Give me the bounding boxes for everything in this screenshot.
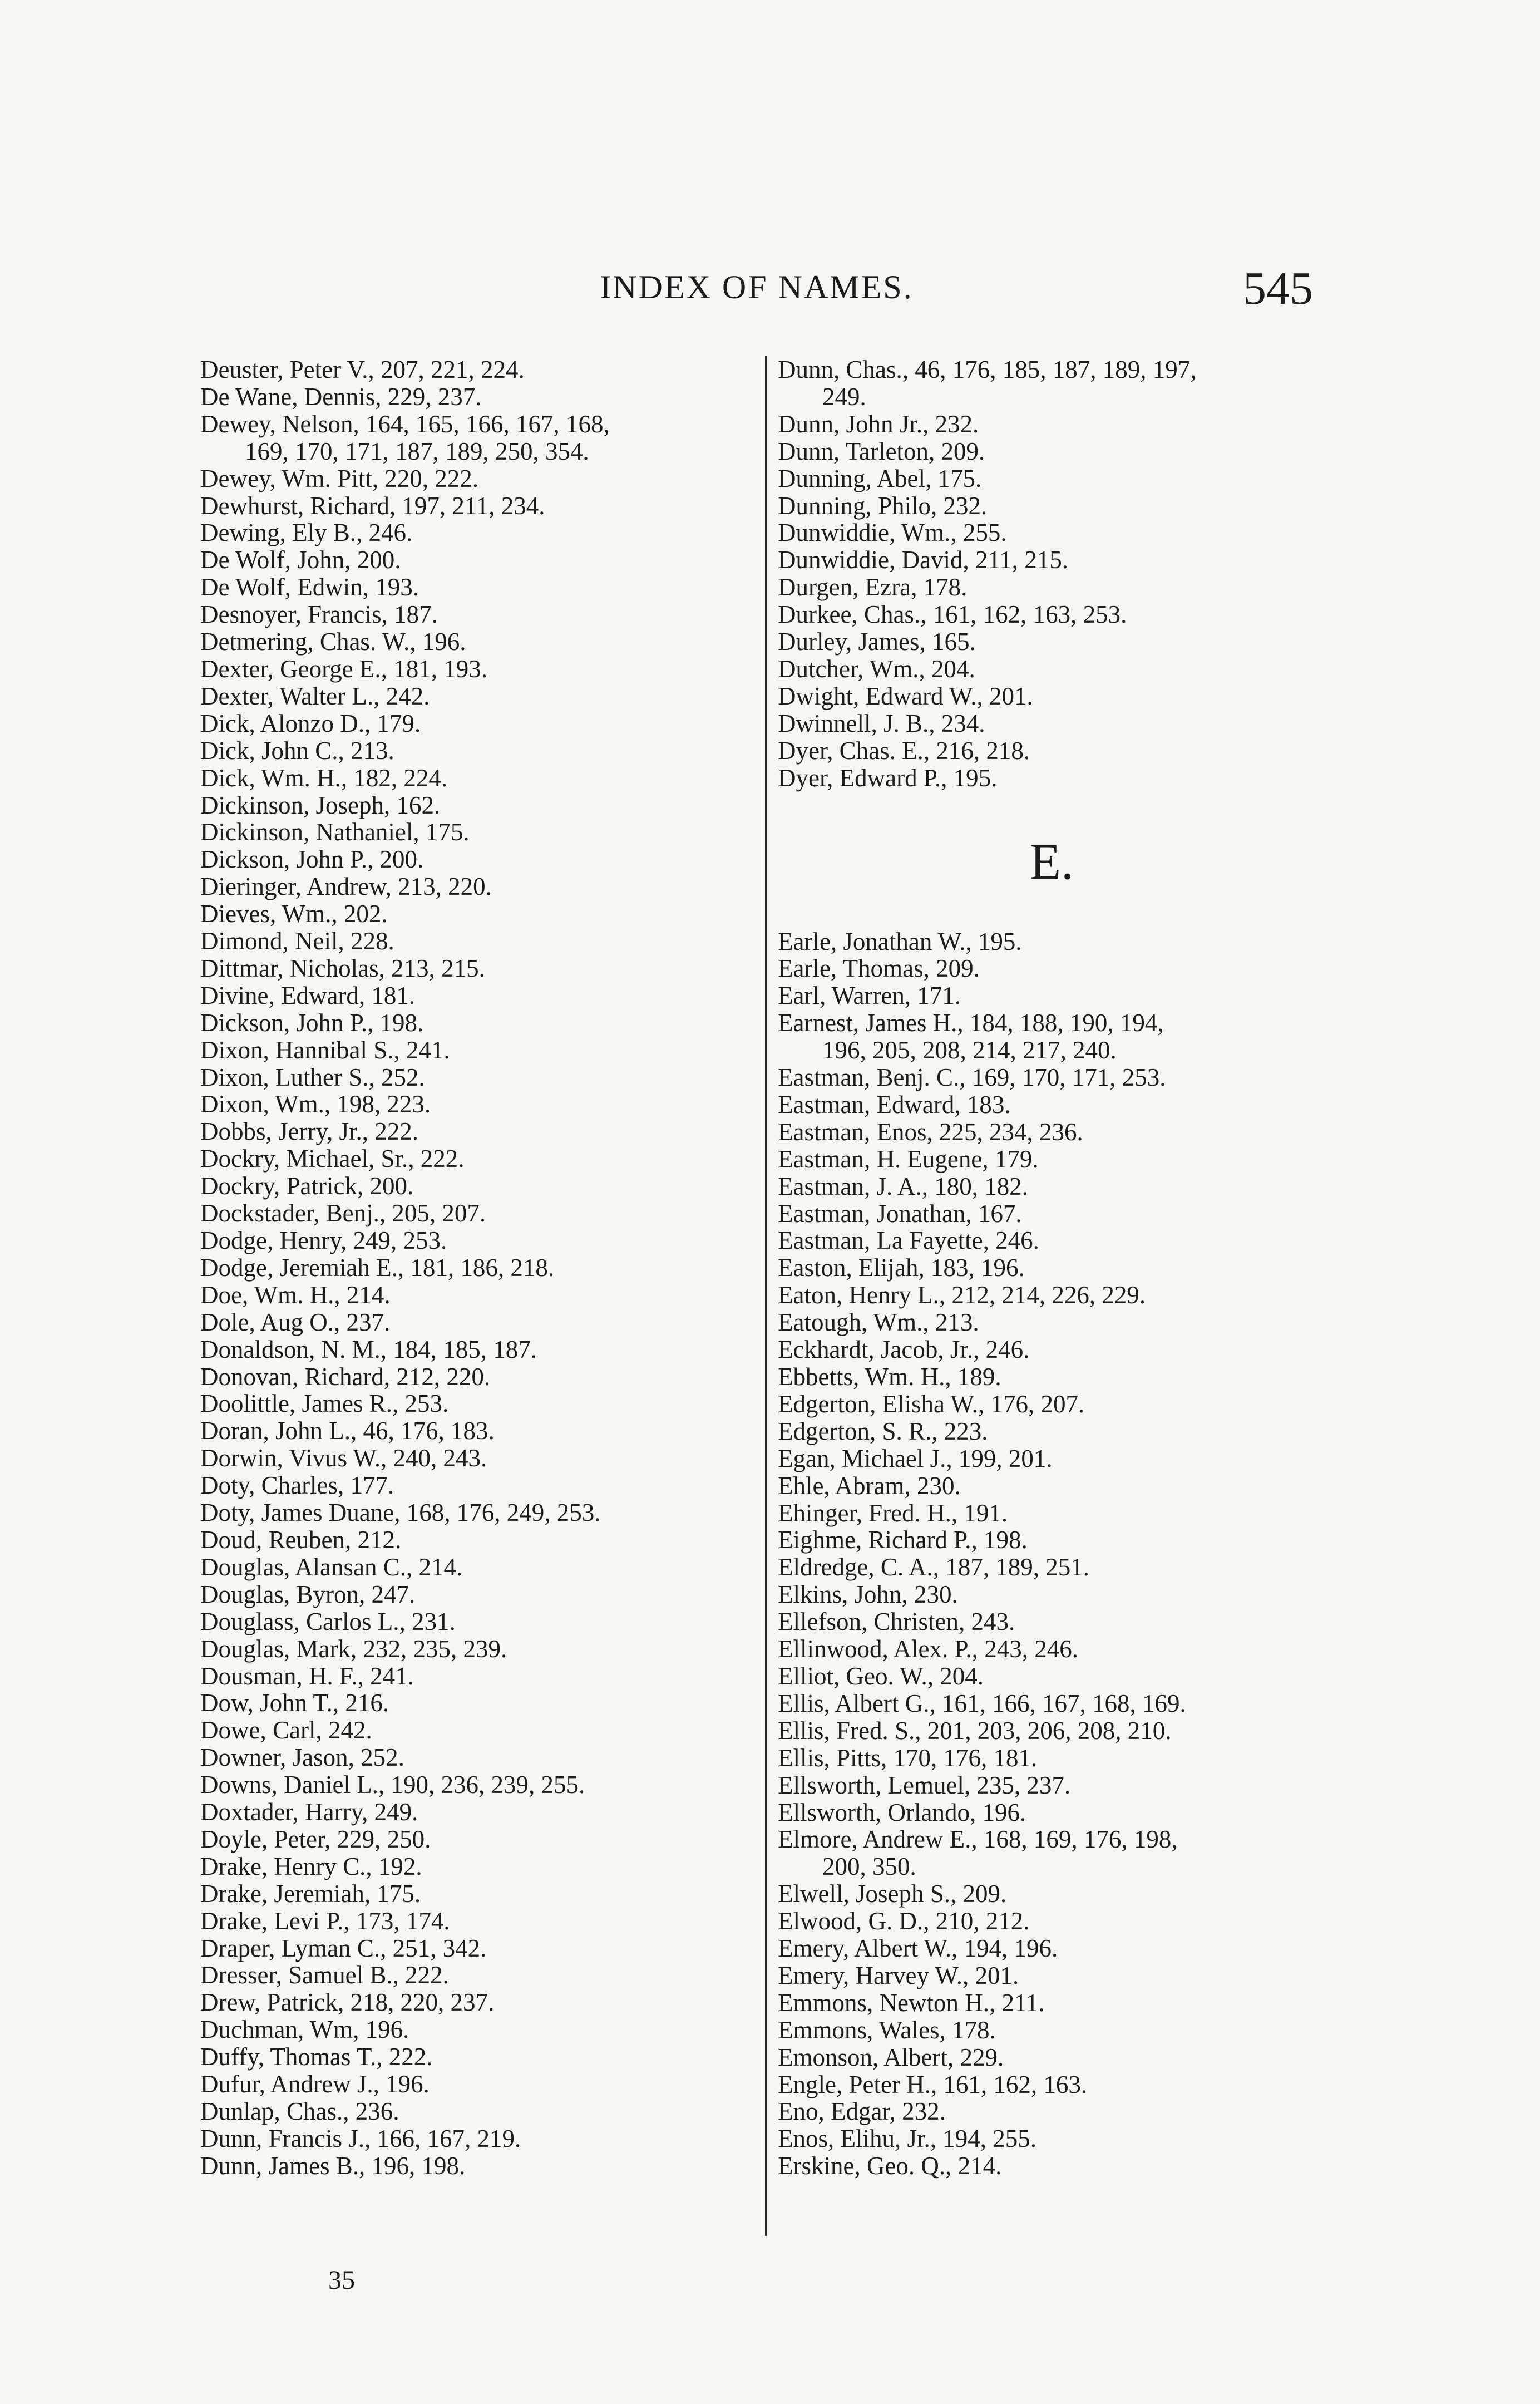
index-entry: Dockstader, Benj., 205, 207. (200, 1199, 486, 1228)
index-entry: Doran, John L., 46, 176, 183. (200, 1417, 495, 1445)
index-entry: Donaldson, N. M., 184, 185, 187. (200, 1335, 537, 1363)
index-entry: Ellis, Fred. S., 201, 203, 206, 208, 210. (778, 1716, 1172, 1745)
index-entry: Doolittle, James R., 253. (200, 1390, 449, 1418)
index-entry: Dockry, Patrick, 200. (200, 1172, 414, 1200)
index-entry: Dwight, Edward W., 201. (778, 682, 1033, 710)
index-entry: Doty, James Duane, 168, 176, 249, 253. (200, 1499, 601, 1527)
index-entry: Dewey, Wm. Pitt, 220, 222. (200, 464, 478, 492)
index-entry: Eno, Edgar, 232. (778, 2097, 946, 2126)
index-entry: Doyle, Peter, 229, 250. (200, 1825, 431, 1853)
index-entry: Doty, Charles, 177. (200, 1471, 394, 1500)
index-entry: Dittmar, Nicholas, 213, 215. (200, 954, 485, 982)
index-entry: Dunn, Chas., 46, 176, 185, 187, 189, 197, (778, 356, 1197, 383)
index-entry: Deuster, Peter V., 207, 221, 224. (200, 356, 525, 383)
index-column-left (200, 356, 751, 2180)
index-entry: Earl, Warren, 171. (778, 982, 961, 1010)
index-entry: Eastman, Enos, 225, 234, 236. (778, 1117, 1083, 1146)
index-entry: Doe, Wm. H., 214. (200, 1280, 391, 1309)
index-entry: Dole, Aug O., 237. (200, 1308, 391, 1336)
index-entry: Dunning, Abel, 175. (778, 464, 982, 492)
index-entry: Dick, John C., 213. (200, 736, 394, 765)
index-entry: Earle, Thomas, 209. (778, 954, 980, 983)
index-section-e (778, 928, 1326, 2180)
index-entry: Desnoyer, Francis, 187. (200, 600, 438, 629)
index-entry: Downer, Jason, 252. (200, 1743, 404, 1772)
index-entry: Dunning, Philo, 232. (778, 491, 988, 520)
index-entry: Durkee, Chas., 161, 162, 163, 253. (778, 600, 1127, 629)
index-entry: Dickinson, Nathaniel, 175. (200, 818, 470, 846)
index-entry: Downs, Daniel L., 190, 236, 239, 255. (200, 1771, 585, 1799)
index-entry: Dockry, Michael, Sr., 222. (200, 1145, 465, 1173)
index-entry: Ellis, Pitts, 170, 176, 181. (778, 1743, 1038, 1772)
index-entry: Emery, Harvey W., 201. (778, 1961, 1019, 1989)
index-entry: Duffy, Thomas T., 222. (200, 2043, 433, 2071)
index-entry: Dodge, Jeremiah E., 181, 186, 218. (200, 1253, 555, 1282)
index-entry: Durley, James, 165. (778, 628, 976, 656)
index-entry-continuation: 249. (822, 382, 866, 411)
index-entry: Doud, Reuben, 212. (200, 1525, 402, 1554)
index-entry: Edgerton, Elisha W., 176, 207. (778, 1390, 1085, 1418)
index-entry: Drake, Jeremiah, 175. (200, 1879, 421, 1908)
index-entry: Eatough, Wm., 213. (778, 1308, 979, 1337)
index-entry: Doxtader, Harry, 249. (200, 1798, 418, 1826)
index-entry: Detmering, Chas. W., 196. (200, 628, 466, 656)
index-entry: Dwinnell, J. B., 234. (778, 709, 985, 737)
index-entry: Dexter, Walter L., 242. (200, 682, 430, 710)
index-entry: Dow, John T., 216. (200, 1689, 389, 1717)
index-entry: Earle, Jonathan W., 195. (778, 927, 1022, 955)
index-entry: Dufur, Andrew J., 196. (200, 2070, 430, 2098)
index-entry: Dickson, John P., 200. (200, 845, 424, 874)
index-entry: Eighme, Richard P., 198. (778, 1526, 1028, 1554)
index-entry: Emmons, Wales, 178. (778, 2016, 996, 2044)
index-entry: Eaton, Henry L., 212, 214, 226, 229. (778, 1281, 1146, 1309)
index-entry: Dunwiddie, Wm., 255. (778, 519, 1007, 547)
index-entry: Douglass, Carlos L., 231. (200, 1607, 456, 1635)
index-entry: Donovan, Richard, 212, 220. (200, 1362, 491, 1391)
index-entry: Eastman, Jonathan, 167. (778, 1199, 1022, 1228)
index-entry: Ehinger, Fred. H., 191. (778, 1499, 1008, 1527)
index-entry: Dutcher, Wm., 204. (778, 654, 975, 683)
index-entry: De Wane, Dennis, 229, 237. (200, 382, 482, 411)
index-entry: Dick, Wm. H., 182, 224. (200, 763, 448, 792)
index-entry: Dunn, Francis J., 166, 167, 219. (200, 2124, 521, 2152)
index-entry: Dickinson, Joseph, 162. (200, 791, 441, 819)
index-entry: Dickson, John P., 198. (200, 1008, 424, 1037)
running-head: INDEX OF NAMES. (600, 269, 914, 306)
index-entry: Eckhardt, Jacob, Jr., 246. (778, 1336, 1030, 1364)
index-entry: Egan, Michael J., 199, 201. (778, 1444, 1053, 1472)
index-entry: Emmons, Newton H., 211. (778, 1988, 1045, 2017)
index-entry: Dewhurst, Richard, 197, 211, 234. (200, 491, 545, 520)
index-entry: Erskine, Geo. Q., 214. (778, 2152, 1002, 2180)
index-entry: Ebbetts, Wm. H., 189. (778, 1363, 1001, 1391)
index-entry: Eastman, Benj. C., 169, 170, 171, 253. (778, 1063, 1166, 1092)
section-heading: E. (1029, 832, 1074, 890)
index-entry: Dyer, Chas. E., 216, 218. (778, 736, 1030, 765)
index-entry: Dieringer, Andrew, 213, 220. (200, 873, 492, 901)
index-entry: Dunn, John Jr., 232. (778, 410, 979, 438)
index-entry: Dyer, Edward P., 195. (778, 763, 998, 792)
index-entry: Dexter, George E., 181, 193. (200, 654, 487, 683)
index-entry: Douglas, Mark, 232, 235, 239. (200, 1634, 507, 1663)
index-entry: Duchman, Wm, 196. (200, 2016, 409, 2044)
index-section-d (778, 356, 1326, 792)
index-entry: Dobbs, Jerry, Jr., 222. (200, 1117, 419, 1146)
index-entry: Ellefson, Christen, 243. (778, 1608, 1015, 1636)
index-entry: Dowe, Carl, 242. (200, 1716, 372, 1745)
index-entry: Emery, Albert W., 194, 196. (778, 1934, 1058, 1963)
index-entry: Elwell, Joseph S., 209. (778, 1880, 1007, 1908)
index-entry: Divine, Edward, 181. (200, 981, 416, 1009)
index-entry: Dunn, James B., 196, 198. (200, 2151, 466, 2180)
index-entry: Draper, Lyman C., 251, 342. (200, 1934, 487, 1962)
index-entry: Ellinwood, Alex. P., 243, 246. (778, 1635, 1079, 1663)
index-entry: Ellsworth, Orlando, 196. (778, 1798, 1026, 1826)
page-header (200, 262, 1313, 323)
index-entry: Eastman, J. A., 180, 182. (778, 1172, 1028, 1200)
index-entry: Douglas, Byron, 247. (200, 1580, 416, 1608)
index-entry: Elliot, Geo. W., 204. (778, 1662, 984, 1690)
index-entry: Drake, Henry C., 192. (200, 1852, 422, 1880)
index-entry: Elwood, G. D., 210, 212. (778, 1907, 1030, 1935)
index-entry: Edgerton, S. R., 223. (778, 1417, 988, 1445)
index-entry: Dodge, Henry, 249, 253. (200, 1226, 447, 1254)
index-entry: Dousman, H. F., 241. (200, 1662, 414, 1690)
signature-mark: 35 (328, 2265, 355, 2295)
index-entry: Dunlap, Chas., 236. (200, 2097, 399, 2125)
index-column-right (765, 356, 1326, 2236)
index-entry: Dewey, Nelson, 164, 165, 166, 167, 168, (200, 410, 610, 438)
index-entry-continuation: 169, 170, 171, 187, 189, 250, 354. (245, 437, 589, 465)
index-entry: Douglas, Alansan C., 214. (200, 1553, 463, 1581)
index-entry: Dimond, Neil, 228. (200, 927, 394, 955)
index-entry: Drew, Patrick, 218, 220, 237. (200, 1988, 495, 2017)
index-entry: De Wolf, John, 200. (200, 546, 401, 574)
index-entry: Earnest, James H., 184, 188, 190, 194, (778, 1009, 1164, 1037)
index-entry: Dixon, Hannibal S., 241. (200, 1036, 450, 1064)
index-entry: Dunn, Tarleton, 209. (778, 437, 985, 465)
page-number: 545 (1243, 263, 1313, 314)
index-entry: Ellsworth, Lemuel, 235, 237. (778, 1771, 1071, 1799)
index-entry: Engle, Peter H., 161, 162, 163. (778, 2070, 1088, 2098)
index-entry-continuation: 200, 350. (822, 1853, 916, 1881)
index-entry: Drake, Levi P., 173, 174. (200, 1907, 450, 1935)
index-entry: Dick, Alonzo D., 179. (200, 709, 421, 737)
index-entry: Ellis, Albert G., 161, 166, 167, 168, 169. (778, 1689, 1186, 1717)
index-entry: De Wolf, Edwin, 193. (200, 573, 419, 602)
index-entry: Eastman, H. Eugene, 179. (778, 1145, 1039, 1173)
index-entry: Enos, Elihu, Jr., 194, 255. (778, 2125, 1037, 2153)
index-entry: Elmore, Andrew E., 168, 169, 176, 198, (778, 1825, 1178, 1854)
index-entry: Dieves, Wm., 202. (200, 900, 388, 928)
index-entry: Durgen, Ezra, 178. (778, 573, 968, 602)
index-entry: Eastman, La Fayette, 246. (778, 1226, 1039, 1255)
index-entry: Dorwin, Vivus W., 240, 243. (200, 1444, 487, 1472)
index-entry-continuation: 196, 205, 208, 214, 217, 240. (822, 1036, 1117, 1065)
index-entry: Dunwiddie, David, 211, 215. (778, 546, 1069, 574)
index-entry: Easton, Elijah, 183, 196. (778, 1254, 1025, 1282)
index-entry: Emonson, Albert, 229. (778, 2043, 1004, 2071)
index-entry: Eldredge, C. A., 187, 189, 251. (778, 1553, 1089, 1582)
index-entry: Dewing, Ely B., 246. (200, 519, 413, 547)
index-entry: Elkins, John, 230. (778, 1580, 958, 1609)
index-entry: Eastman, Edward, 183. (778, 1090, 1011, 1119)
index-entry: Ehle, Abram, 230. (778, 1471, 961, 1500)
index-entry: Dresser, Samuel B., 222. (200, 1961, 449, 1989)
index-entry: Dixon, Wm., 198, 223. (200, 1090, 431, 1119)
index-entry: Dixon, Luther S., 252. (200, 1063, 425, 1091)
